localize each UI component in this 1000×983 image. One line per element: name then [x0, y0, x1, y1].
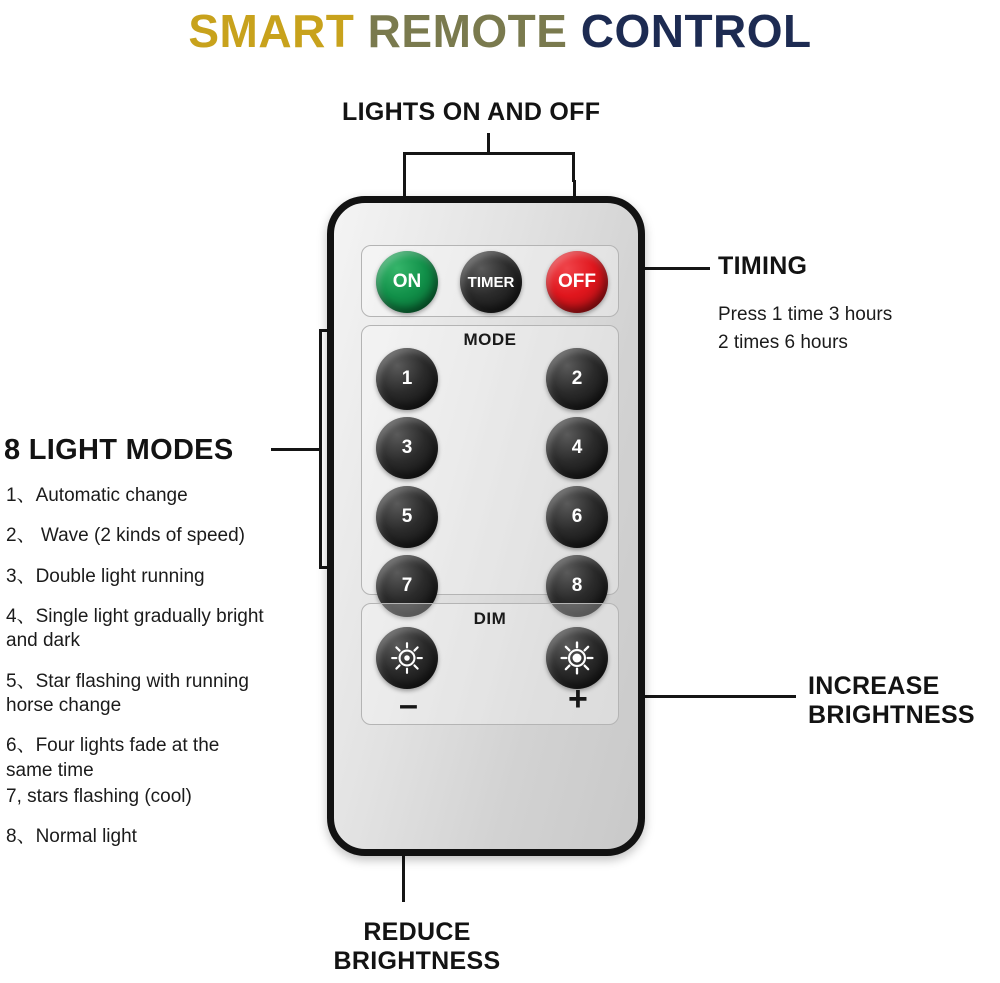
list-item: 6、Four lights fade at the same time: [6, 735, 220, 781]
callout-timing-heading: TIMING: [718, 252, 808, 280]
callout-reduce-brightness: [302, 918, 532, 976]
list-item: 3、Double light running: [6, 565, 205, 587]
mode-button-7[interactable]: 7: [376, 555, 438, 617]
mode-button-4[interactable]: 4: [546, 417, 608, 479]
increase-line-2: BRIGHTNESS: [808, 700, 975, 729]
timing-line-2: 2 times 6 hours: [718, 331, 848, 353]
mode-button-2[interactable]: 2: [546, 348, 608, 410]
list-item: 2、 Wave (2 kinds of speed): [6, 525, 246, 547]
increase-brightness-button[interactable]: +: [568, 680, 588, 718]
sun-dim-icon: [390, 641, 424, 675]
remote-control-body: [327, 196, 645, 856]
reduce-line-2: BRIGHTNESS: [333, 946, 501, 975]
callout-timing-detail: [718, 301, 988, 356]
mode-button-1[interactable]: 1: [376, 348, 438, 410]
list-item: 8、Normal light: [6, 826, 137, 848]
mode-panel: [361, 325, 619, 595]
callout-modes-heading: 8 LIGHT MODES: [4, 434, 234, 466]
sun-bright-icon: [560, 641, 594, 675]
list-item: 4、Single light gradually bright and dark: [6, 605, 264, 652]
dim-panel: [361, 603, 619, 725]
mode-button-3[interactable]: 3: [376, 417, 438, 479]
bracket-lights-on-off: [403, 152, 575, 182]
off-button[interactable]: OFF: [546, 251, 608, 313]
list-item: 5、Star flashing with running horse change: [6, 670, 249, 716]
on-button[interactable]: ON: [376, 251, 438, 313]
mode-panel-label: MODE: [463, 330, 517, 349]
increase-line-1: INCREASE: [808, 672, 940, 700]
title-word-smart: SMART: [188, 5, 355, 57]
timing-line-1: Press 1 time 3 hours: [718, 304, 893, 325]
sun-dim-icon-button[interactable]: [376, 627, 438, 689]
callout-lights-on-off: LIGHTS ON AND OFF: [342, 98, 601, 126]
page-title: [0, 4, 1000, 58]
connector-lights-stem: [487, 133, 490, 155]
connector-light-modes: [271, 448, 321, 451]
callout-increase-brightness: [808, 672, 1000, 730]
list-item: 1、Automatic change: [6, 485, 188, 506]
mode-button-5[interactable]: 5: [376, 486, 438, 548]
power-panel: [361, 245, 619, 317]
title-word-control: CONTROL: [580, 5, 812, 57]
title-word-remote: REMOTE: [367, 5, 568, 57]
light-modes-list: [6, 484, 268, 865]
list-item: 7, stars flashing (cool): [6, 785, 192, 807]
dim-panel-label: DIM: [473, 609, 507, 628]
reduce-line-1: REDUCE: [363, 918, 471, 946]
mode-button-6[interactable]: 6: [546, 486, 608, 548]
mode-button-8[interactable]: 8: [546, 555, 608, 617]
decrease-brightness-button[interactable]: –: [399, 686, 418, 724]
timer-button[interactable]: TIMER: [460, 251, 522, 313]
